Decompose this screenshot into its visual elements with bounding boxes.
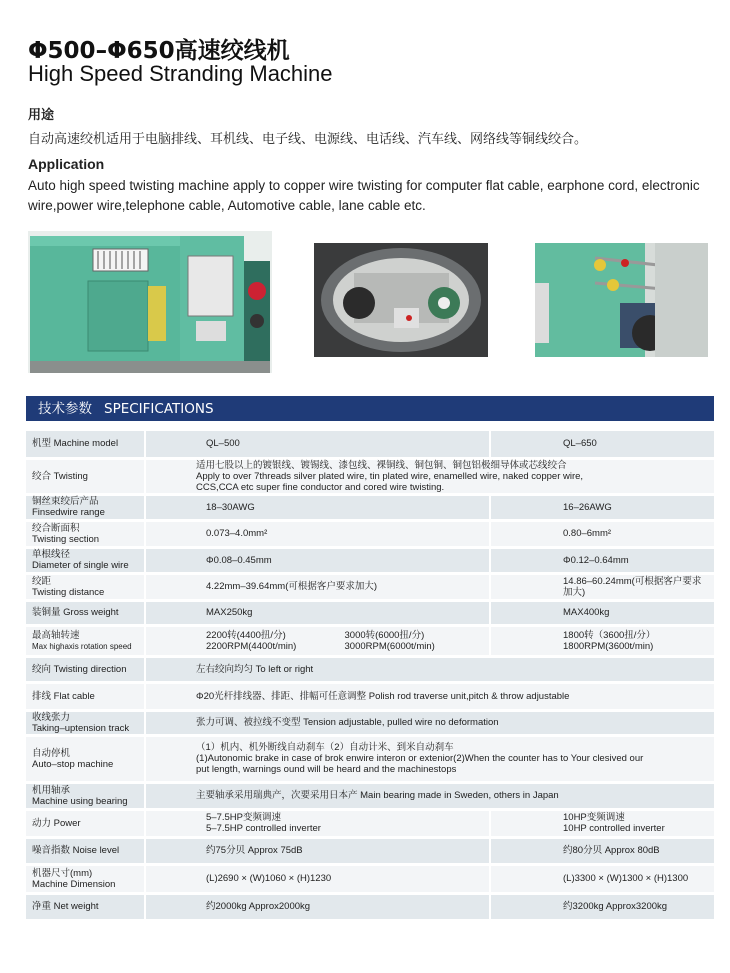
spec-value-ql500 (145, 893, 490, 920)
spec-value-ql500-a: 2200转(4400扭/分) 2200RPM(4400t/min) (206, 629, 297, 652)
spec-value-ql500-text: 5–7.5HP变频调速 5–7.5HP controlled inverter (206, 812, 321, 834)
spec-label-main: 铜丝束绞后产品 (32, 496, 99, 507)
spec-label (26, 809, 145, 837)
spec-label-main: 动力 Power (32, 817, 81, 829)
spec-value-ql500-text: 0.073–4.0mm² (206, 528, 268, 539)
spec-value-ql500 (145, 494, 490, 520)
spec-row (26, 710, 714, 735)
spec-value-ql650 (490, 431, 714, 458)
spec-label-main: 机用轴承 (32, 784, 71, 796)
spec-value-ql650 (490, 864, 714, 893)
spec-label-main: 绞距 (32, 575, 52, 587)
machine-photo-interior (314, 243, 488, 357)
spec-label (26, 682, 145, 710)
application-heading: Application (28, 156, 105, 172)
spec-value-ql650 (490, 893, 714, 920)
spec-label-main: 排线 Flat cable (32, 690, 95, 702)
spec-label-main: 最高轴转速 (32, 629, 80, 641)
specifications-header-cn: 技术参数 (38, 401, 92, 417)
specifications-header (26, 396, 714, 421)
spec-label (26, 547, 145, 573)
spec-label-main: 绞合断面积 (32, 522, 80, 534)
spec-label (26, 431, 145, 458)
page-title-cn: Φ500–Φ650高速绞线机 (28, 38, 290, 64)
machine-photo-side (535, 243, 708, 357)
spec-label-sub: Max highaxis rotation speed (32, 641, 132, 651)
spec-row (26, 782, 714, 809)
spec-value-ql650-text: Φ0.12–0.64mm (563, 554, 629, 566)
spec-value-ql650 (490, 625, 714, 656)
spec-label (26, 520, 145, 547)
specifications-header-en: SPECIFICATIONS (104, 401, 214, 417)
spec-value-ql500 (145, 625, 490, 656)
spec-row (26, 520, 714, 547)
spec-row (26, 682, 714, 710)
spec-value-ql500 (145, 520, 490, 547)
spec-value-text: 主要轴承采用瑞典产，次要采用日本产 Main bearing made in Sweden, others in Japan (196, 790, 559, 801)
spec-value-ql650 (490, 494, 714, 520)
spec-value-all-models (145, 782, 714, 809)
usage-text-cn: 自动高速绞机适用于电脑排线、耳机线、电子线、电源线、电话线、汽车线、网络线等铜线绞合。 (28, 132, 588, 147)
spec-label-sub: Twisting section (32, 533, 100, 545)
spec-value-ql650-text: 14.86–60.24mm(可根据客户要求加大) (563, 575, 702, 598)
spec-value-ql500-text: QL–500 (206, 438, 240, 450)
spec-value-ql650-text: 约80分贝 Approx 80dB (563, 845, 660, 856)
spec-label-main: 净重 Net weight (32, 901, 99, 912)
spec-label-sub: Auto–stop machine (32, 758, 114, 770)
spec-value-ql650 (490, 809, 714, 837)
spec-value-ql500 (145, 573, 490, 600)
spec-label (26, 710, 145, 735)
spec-label-main: 自动停机 (32, 747, 71, 759)
spec-value-ql500 (145, 431, 490, 458)
spec-value-ql500 (145, 837, 490, 864)
spec-value-ql500-text: 4.22mm–39.64mm(可根据客户要求加大) (206, 581, 378, 592)
spec-value-ql650-text: QL–650 (563, 438, 597, 450)
spec-value-ql650-text: (L)3300 × (W)1300 × (H)1300 (563, 873, 689, 884)
spec-value-ql500 (145, 864, 490, 893)
spec-row (26, 864, 714, 893)
spec-value-ql500 (145, 809, 490, 837)
spec-label-sub: Machine Dimension (32, 878, 116, 890)
spec-value-ql500 (145, 600, 490, 625)
spec-value-text: 左右绞向均匀 To left or right (196, 663, 314, 675)
spec-label (26, 458, 145, 494)
spec-label-sub: Diameter of single wire (32, 560, 129, 571)
spec-value-ql650-text: 0.80–6mm² (563, 528, 612, 539)
spec-row (26, 809, 714, 837)
spec-label-sub: Twisting distance (32, 586, 105, 598)
spec-label (26, 600, 145, 625)
spec-row (26, 735, 714, 782)
spec-value-all-models (145, 458, 714, 494)
spec-row (26, 573, 714, 600)
spec-label (26, 625, 145, 656)
spec-value-ql500-text: 18–30AWG (206, 501, 255, 513)
spec-label (26, 494, 145, 520)
spec-value-ql650-text: 10HP变频调速 10HP controlled inverter (563, 812, 665, 834)
spec-label (26, 782, 145, 809)
spec-value-ql650 (490, 837, 714, 864)
spec-row (26, 458, 714, 494)
spec-label-main: 收线张力 (32, 711, 71, 723)
application-text: Auto high speed twisting machine apply to copper wire twisting for computer flat cable, earphone cord, electronic wire,power wire,telephone cable, Automotive cable, lane cable etc. (28, 178, 700, 213)
spec-label-main: 机器尺寸(mm) (32, 867, 93, 879)
spec-value-ql650-text: 16–26AWG (563, 501, 612, 513)
spec-value-ql650 (490, 573, 714, 600)
spec-value-all-models (145, 682, 714, 710)
spec-value-ql650-text: 1800转（3600扭/分） 1800RPM(3600t/min) (563, 629, 656, 652)
spec-row (26, 494, 714, 520)
spec-value-ql650 (490, 520, 714, 547)
spec-row (26, 431, 714, 458)
spec-value-ql500-text: Φ0.08–0.45mm (206, 554, 272, 566)
spec-label-main: 机型 Machine model (32, 438, 119, 450)
spec-label (26, 656, 145, 682)
spec-value-ql500-text: 约2000kg Approx2000kg (206, 901, 311, 912)
spec-value-all-models (145, 735, 714, 782)
spec-label-main: 单根线径 (32, 549, 71, 560)
spec-row (26, 656, 714, 682)
spec-value-ql500 (145, 547, 490, 573)
spec-label (26, 864, 145, 893)
spec-row (26, 625, 714, 656)
spec-value-ql650 (490, 600, 714, 625)
spec-label-sub: Machine using bearing (32, 795, 128, 807)
spec-label-main: 噪音指数 Noise level (32, 845, 120, 856)
spec-label (26, 837, 145, 864)
spec-value-all-models (145, 710, 714, 735)
spec-label (26, 735, 145, 782)
spec-label-sub: Finsedwire range (32, 507, 105, 518)
spec-label (26, 573, 145, 600)
spec-value-ql500-text: MAX250kg (206, 607, 253, 618)
spec-value-text: 适用七股以上的镀银线、镀锡线、漆包线、裸铜线、铜包铜、铜包铝极细导体或芯线绞合 Apply to over 7threads silver plated wire, tin plated wire, enamelled wire, naked copper wire, CCS,CCA etc super fine conductor and cored wire twisting. (196, 459, 584, 493)
spec-value-ql500-b: 3000转(6000扭/分) 3000RPM(6000t/min) (344, 629, 435, 652)
spec-row (26, 600, 714, 625)
spec-value-text: （1）机内、机外断线自动刹车（2）自动计米、到米自动刹车 (1)Autonomic brake in case of brok enwire interon or extenior(2)When the counter has to Your clesived our put length, warnings ound will be heard and the machinestops (196, 742, 644, 775)
spec-row (26, 837, 714, 864)
spec-value-ql650-text: MAX400kg (563, 607, 610, 618)
spec-value-ql500-text: 约75分贝 Approx 75dB (206, 845, 303, 856)
page-title-en: High Speed Stranding Machine (28, 61, 333, 86)
spec-value-ql650-text: 约3200kg Approx3200kg (563, 901, 668, 912)
spec-value-text: Φ20光杆排线器、排距、排幅可任意调整 Polish rod traverse unit,pitch & throw adjustable (196, 690, 570, 702)
machine-photo-front (28, 231, 272, 373)
spec-label-sub: Taking–uptension track (32, 722, 130, 734)
spec-label (26, 893, 145, 920)
spec-label-main: 绞合 Twisting (32, 470, 88, 482)
spec-label-main: 绞向 Twisting direction (32, 663, 127, 675)
spec-row (26, 547, 714, 573)
spec-value-all-models (145, 656, 714, 682)
spec-label-main: 装铜量 Gross weight (32, 607, 119, 618)
spec-value-text: 张力可调、被拉线不变型 Tension adjustable, pulled wire no deformation (196, 717, 499, 728)
spec-row (26, 893, 714, 920)
spec-value-ql650 (490, 547, 714, 573)
usage-heading-cn: 用途 (28, 108, 55, 123)
spec-value-ql500-text: (L)2690 × (W)1060 × (H)1230 (206, 873, 332, 884)
specifications-table (26, 431, 714, 922)
